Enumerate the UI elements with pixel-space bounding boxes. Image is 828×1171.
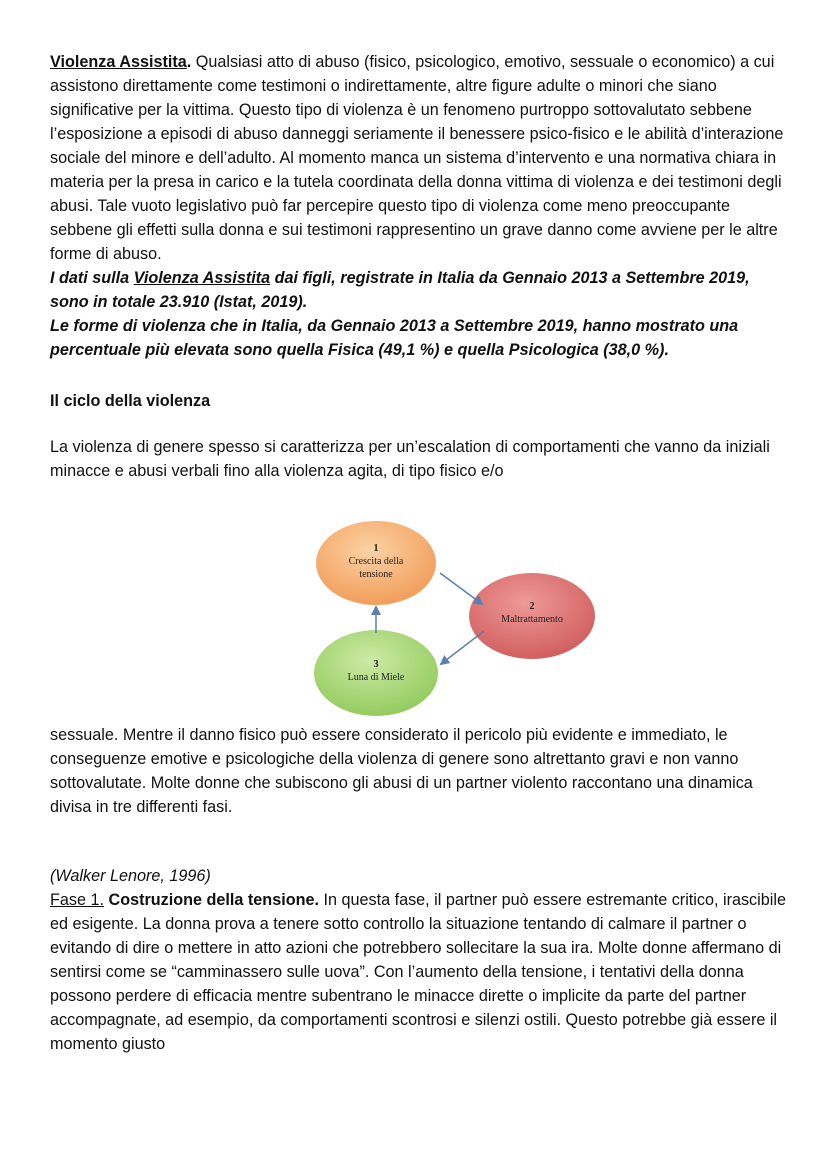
arrow-1-to-2: [440, 573, 482, 604]
node-1-number: 1: [373, 543, 379, 554]
node-1-label-line2: tensione: [359, 569, 393, 580]
citation: (Walker Lenore, 1996): [50, 867, 211, 885]
node-1-label-line1: Crescita della: [348, 556, 404, 567]
paragraph-phases-intro: sessuale. Mentre il danno fisico può essere considerato il pericolo più evidente e immediato, le conseguenze emotive e psicologiche della violenza di genere sono altrettanto gravi e non vanno sottovalutate. Molte donne che subiscono gli abusi di un partner violento raccontano una dinamica divisa in tre differenti fasi.: [50, 726, 753, 816]
stats-term: Violenza Assistita: [133, 269, 271, 287]
arrow-2-to-3: [441, 631, 484, 664]
node-2-label: Maltrattamento: [501, 614, 563, 625]
document-page: [50, 50, 790, 1056]
cycle-diagram-svg: [50, 483, 790, 723]
phase-1-title: Costruzione della tensione.: [108, 891, 319, 909]
paragraph-text: Qualsiasi atto di abuso (fisico, psicologico, emotivo, sessuale o economico) a cui assistono direttamente come testimoni o indirettamente, altre figure adulte o minori che siano significative per la vittima. Questo tipo di violenza è un fenomeno purtroppo sottovalutato sebbene l’esposizione a episodi di abuso danneggi seriamente il benessere psico-fisico e le abilità d’interazione sociale del minore e dell’adulto. Al momento manca un sistema d’intervento e una normativa chiara in materia per la presa in carico e la tutela coordinata della donna vittima di violenza e dei testimoni degli abusi. Tale vuoto legislativo può far percepire questo tipo di violenza come meno preoccupante sebbene gli effetti sulla donna e sui testimoni rappresentino un grave danno come avviene per le altre forme di abuso.: [50, 53, 784, 263]
stats-paragraph-1: [50, 266, 790, 314]
stats-post: dai figli, registrate in Italia da Gennaio 2013 a Settembre 2019, sono in totale 23.910 (Istat, 2019).: [50, 269, 750, 311]
stats-pre: I dati sulla: [50, 269, 134, 287]
paragraph-violenza-assistita: [50, 50, 790, 266]
stats-paragraph-2: Le forme di violenza che in Italia, da Gennaio 2013 a Settembre 2019, hanno mostrato una percentuale più elevata sono quella Fisica (49,1 %) e quella Psicologica (38,0 %).: [50, 317, 739, 359]
node-2-number: 2: [529, 601, 535, 612]
section-title: Il ciclo della violenza: [50, 392, 211, 410]
phase-1-label: Fase 1.: [50, 891, 104, 909]
node-3-label: Luna di Miele: [347, 672, 405, 683]
node-3-number: 3: [373, 659, 379, 670]
violence-cycle-diagram: [50, 483, 790, 723]
term-period: .: [186, 53, 192, 71]
phase-1-text: In questa fase, il partner può essere estremante critico, irascibile ed esigente. La donna prova a tenere sotto controllo la situazione tentando di calmare il partner o evitando di dire o mettere in atto azioni che potrebbero sollecitare la sua ira. Molte donne affermano di sentirsi come se “camminassero sulle uova”. Con l’aumento della tensione, i tentativi della donna possono perdere di efficacia mentre subentrano le minacce dirette o implicite da parte del partner accompagnate, ad esempio, da comportamenti scontrosi e silenzi ostili. Questo potrebbe già essere il momento giusto: [50, 891, 786, 1053]
paragraph-phase-1: [50, 888, 790, 1056]
term-violenza-assistita: Violenza Assistita: [50, 53, 187, 71]
paragraph-escalation: La violenza di genere spesso si caratterizza per un’escalation di comportamenti che vanno da iniziali minacce e abusi verbali fino alla violenza agita, di tipo fisico e/o: [50, 438, 770, 480]
